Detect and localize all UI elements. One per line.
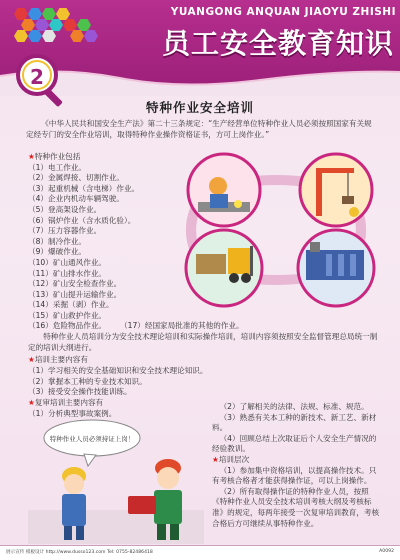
main-title: 员工安全教育知识	[161, 27, 394, 60]
list-item: （12）矿山安全检查作业。	[28, 279, 122, 289]
list-item: （2）金属焊接、切割作业。	[28, 173, 124, 183]
review-heading: ★复审培训主要内容有	[28, 398, 104, 407]
training-list	[28, 366, 228, 398]
speech-bubble	[44, 420, 140, 466]
footer-text: 展示宣传 模板设计 http://www.dusso123.com Tel: 0755-82486418	[6, 550, 153, 555]
list-item: （13）矿山提升运输作业。	[28, 289, 122, 299]
badge-number: 2	[30, 65, 44, 89]
list-item: （16）危险物品作业。	[28, 321, 107, 330]
list-item: （3）起重机械（含电梯）作业。	[28, 183, 140, 193]
hexagon-decoration	[8, 6, 98, 52]
review-item: （4）回顾总结上次取证后个人安全生产情况的经验教训。	[212, 433, 377, 454]
review-item: （1）分析典型事故案例。	[28, 409, 117, 418]
list-item-16-17	[28, 321, 244, 332]
list-item: （9）爆破作业。	[28, 247, 86, 257]
list-item: （7）压力容器作业。	[28, 226, 102, 236]
review-item: （3）熟悉有关本工种的新技术、新工艺、新材料。	[212, 412, 377, 433]
star-icon: ★	[28, 355, 35, 364]
special-operations-illustration	[176, 150, 382, 310]
list-item: （3）接受安全操作技能训练。	[28, 387, 132, 397]
special-ops-heading: 特种作业包括	[34, 152, 81, 161]
training-intro-paragraph: 特种作业人员培训分为安全技术理论培训和实际操作培训，培训内容须按照安全监督管理总局统一制定的培训大纲进行。	[28, 332, 378, 352]
levels-item: （1）参加集中资格培训，以提高操作技术。只有考核合格者才能获得操作证，可以上岗操作。	[212, 465, 377, 486]
pinyin-title: YUANGONG ANQUAN JIAOYU ZHISHI	[170, 6, 396, 18]
star-icon: ★	[28, 398, 35, 407]
list-item: （1）电工作业。	[28, 162, 86, 172]
list-item: （8）制冷作业。	[28, 236, 86, 246]
crane-scene-icon	[300, 154, 372, 226]
special-ops-list	[28, 152, 178, 322]
star-icon: ★	[212, 454, 219, 464]
levels-heading: ★培训层次	[212, 454, 250, 464]
intro-paragraph: 《中华人民共和国安全生产法》第二十三条规定：“生产经营单位特种作业人员必须按照国家有关规定经专门的安全作业培训，取得特种作业操作资格证书，方可上岗作业。”	[26, 119, 372, 139]
speech-bubble-text: 特种作业人员必须持证上岗！	[49, 435, 135, 443]
list-item: （11）矿山排水作业。	[28, 268, 107, 278]
list-item: （1）学习相关的安全基础知识和安全技术理论知识。	[28, 366, 208, 375]
star-icon: ★	[28, 152, 35, 161]
list-item: （5）登高架设作业。	[28, 204, 102, 214]
levels-item: （2）所有取得操作证的特种作业人员，按照《特种作业人员安全技术培训考核大纲及考核标准》的规定，每两年接受一次复审培训教育，考核合格后方可继续从事特种作业。	[212, 486, 380, 528]
list-item: （10）矿山通风作业。	[28, 257, 107, 267]
right-column-text	[212, 402, 382, 529]
forklift-scene-icon	[186, 230, 262, 306]
welding-scene-icon	[188, 154, 260, 226]
list-item: （2）掌握本工种的专业技术知识。	[28, 376, 147, 386]
list-item: （17）经国家局批准的其他的作业。	[120, 321, 244, 330]
training-heading: ★培训主要内容有	[28, 355, 88, 364]
list-item: （15）矿山救护作业。	[28, 310, 107, 320]
section-title: 特种作业安全培训	[145, 100, 254, 115]
footer-code: A0092	[379, 549, 394, 554]
cartoon-workers-illustration	[28, 418, 204, 544]
footer-bar	[0, 545, 400, 560]
review-item: （2）了解相关的法律、法规、标准、规范。	[219, 402, 369, 411]
list-item: （6）锅炉作业（含水质化验）。	[28, 215, 136, 225]
list-item: （14）采掘（剥）作业。	[28, 300, 114, 310]
list-item: （4）企业内机动车辆驾驶。	[28, 194, 124, 204]
boiler-scene-icon	[298, 230, 374, 306]
